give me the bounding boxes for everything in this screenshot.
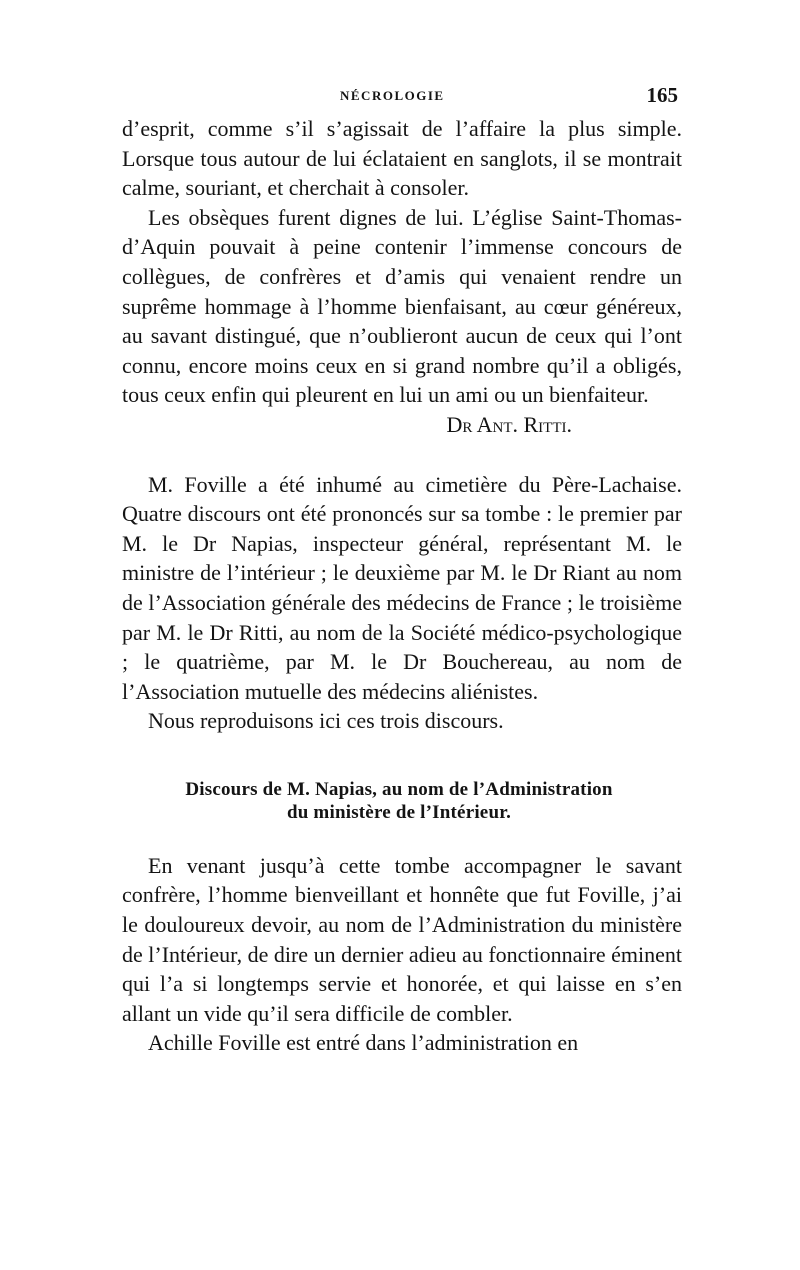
section-heading-line-1: Discours de M. Napias, au nom de l’Administration xyxy=(185,778,613,800)
section-heading xyxy=(116,778,682,824)
document-page xyxy=(122,78,682,1058)
paragraph-discours-continuation: Achille Foville est entré dans l’administration en xyxy=(148,1030,579,1056)
paragraph-obseques: Les obsèques furent dignes de lui. L’église Saint-Thomas-d’Aquin pouvait à peine contenir l’immense concours de collègues, de confrères et d’amis qui venaient rendre un suprême hommage à l’homme bienfaisant, au cœur généreux, au savant distingué, que n’oublieront aucun de ceux qui l’ont connu, encore moins ceux en si grand nombre qu’il a obligés, tous ceux enfin qui pleurent en lui un ami ou un bienfaiteur. xyxy=(122,204,682,408)
running-title: NÉCROLOGIE xyxy=(340,88,445,103)
paragraph-inhumation: M. Foville a été inhumé au cimetière du Père-Lachaise. Quatre discours ont été prononcés sur sa tombe : le premier par M. le Dr Napias, inspecteur général, représentant M. le ministre de l’intérieur ; le deuxième par M. le Dr Riant au nom de l’Association générale des médecins de France ; le troisième par M. le Dr Ritti, au nom de la Société médico-psychologique ; le quatrième, par M. le Dr Bouchereau, au nom de l’Association mutuelle des médecins aliénistes. xyxy=(122,471,682,704)
paragraph-discours-opening: En venant jusqu’à cette tombe accompagner le savant confrère, l’homme bienveillant et honnête que fut Foville, j’ai le douloureux devoir, au nom de l’Administration du ministère de l’Intérieur, de dire un dernier adieu au fonctionnaire éminent qui l’a si longtemps servie et honorée, et qui laisse en s’en allant un vide qu’il sera difficile de combler. xyxy=(122,852,682,1026)
page-number: 165 xyxy=(646,83,678,107)
section-heading-line-2: du ministère de l’Intérieur. xyxy=(286,801,512,823)
paragraph-continuation: d’esprit, comme s’il s’agissait de l’affaire la plus simple. Lorsque tous autour de lui éclataient en sanglots, il se montrait calme, souriant, et cherchait à consoler. xyxy=(122,116,682,201)
author-signature: Dr Ant. Ritti. xyxy=(446,411,572,437)
paragraph-reproduction: Nous reproduisons ici ces trois discours. xyxy=(148,708,504,734)
running-header xyxy=(122,78,682,114)
